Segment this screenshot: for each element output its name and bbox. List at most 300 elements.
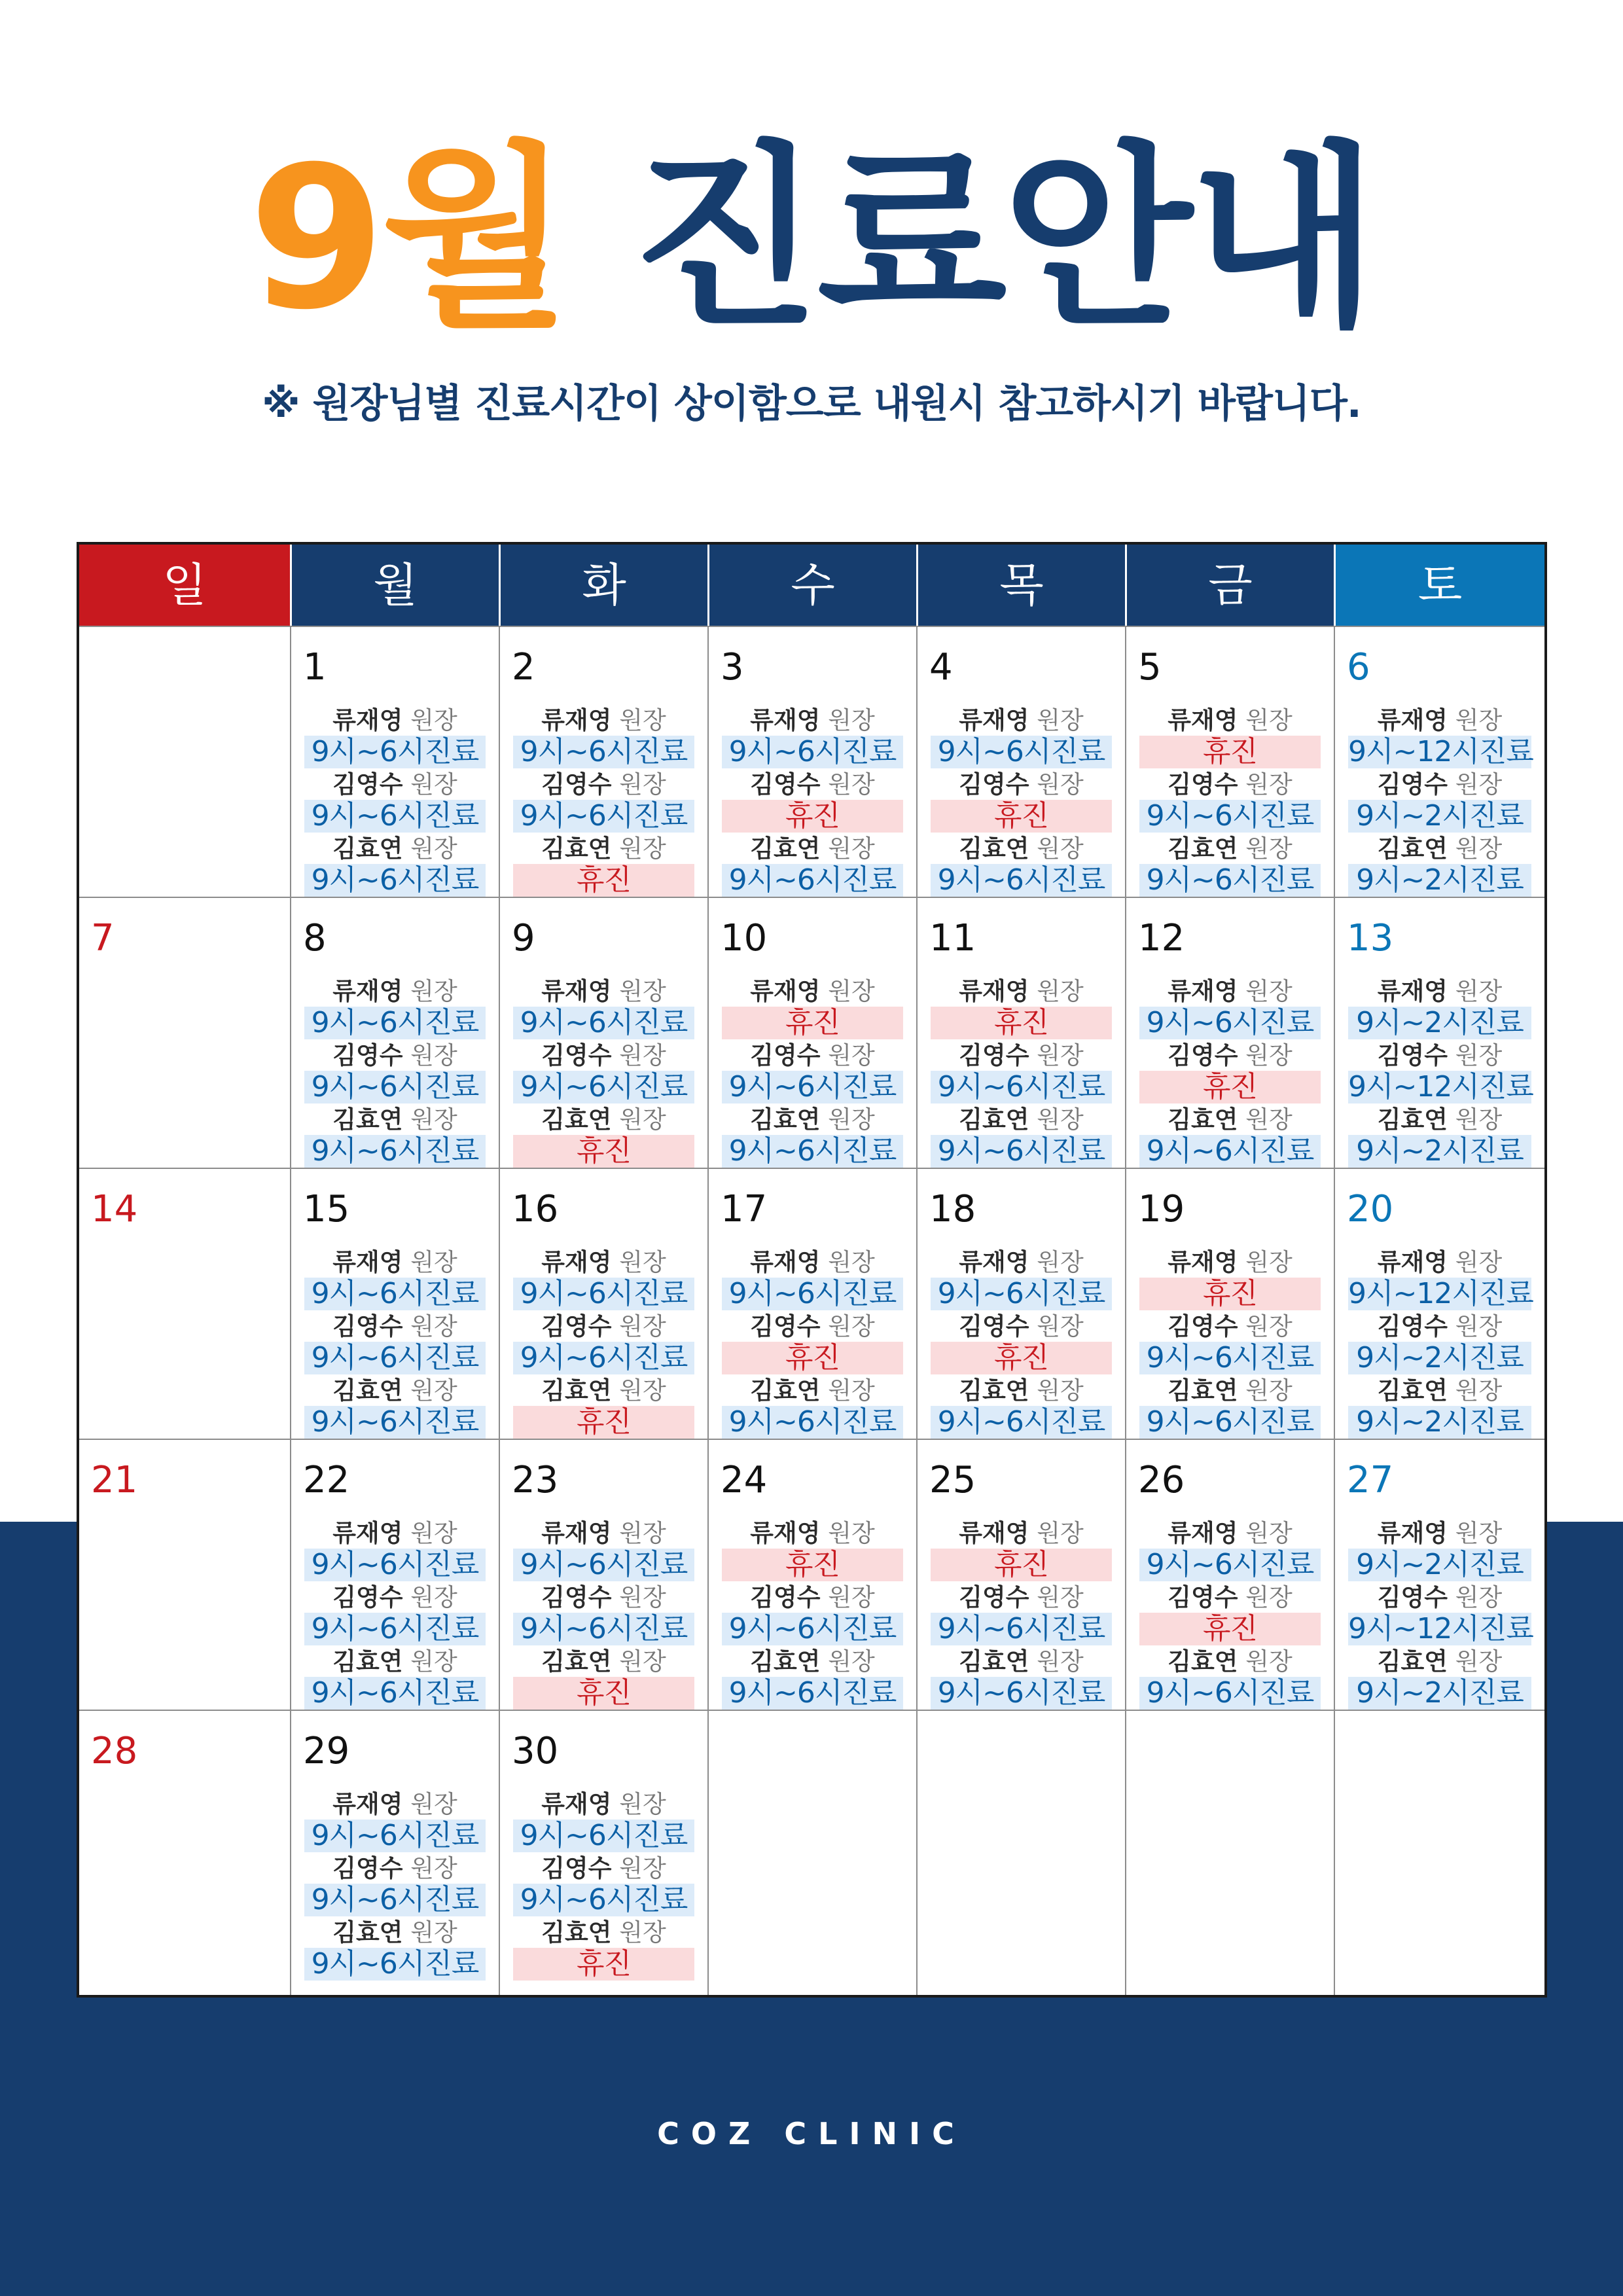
doctor-schedule-item	[1139, 1312, 1321, 1374]
doctor-role: 원장	[619, 1105, 666, 1134]
doctor-name: 김효연	[750, 834, 821, 863]
day-cell	[499, 1711, 707, 1995]
day-cell	[916, 1440, 1125, 1710]
doctor-schedule-item	[1139, 1376, 1321, 1439]
day-number: 2	[512, 646, 535, 689]
day-cell	[290, 1711, 499, 1995]
day-number: 28	[91, 1730, 138, 1772]
doctor-label	[304, 706, 486, 736]
title-month: 9월	[248, 124, 567, 353]
hours-badge: 9시~6시진료	[722, 1677, 903, 1710]
doctor-role: 원장	[410, 1248, 457, 1276]
hours-badge: 9시~6시진료	[1139, 1342, 1321, 1374]
doctor-role: 원장	[1245, 834, 1293, 863]
doctor-role: 원장	[1037, 1312, 1084, 1340]
doctor-label	[304, 1918, 486, 1948]
day-cell	[290, 1169, 499, 1439]
doctor-name: 김효연	[750, 1647, 821, 1676]
doctor-name: 류재영	[959, 1519, 1029, 1547]
clinic-footer-name: COZ CLINIC	[657, 2116, 966, 2151]
doctor-name: 김영수	[959, 1041, 1029, 1069]
day-cell	[79, 1169, 290, 1439]
day-cell	[916, 627, 1125, 897]
doctor-label	[722, 1647, 903, 1677]
doctor-role: 원장	[1037, 834, 1084, 863]
doctor-role: 원장	[1037, 1583, 1084, 1611]
doctor-schedule-item	[1348, 977, 1531, 1039]
title-main: 진료안내	[631, 124, 1375, 353]
doctor-role: 원장	[1037, 1248, 1084, 1276]
doctor-name: 김영수	[1377, 1041, 1448, 1069]
week-row	[79, 1168, 1544, 1439]
doctor-role: 원장	[619, 1041, 666, 1069]
hours-badge: 9시~6시진료	[304, 736, 486, 768]
doctor-name: 류재영	[1168, 1248, 1238, 1276]
doctor-label	[1139, 1583, 1321, 1613]
doctor-role: 원장	[1455, 1105, 1503, 1134]
doctor-schedule-list	[304, 706, 486, 898]
doctor-name: 김효연	[541, 1376, 612, 1405]
doctor-label	[513, 1854, 694, 1884]
day-cell	[290, 1440, 499, 1710]
day-number: 4	[929, 646, 953, 689]
doctor-name: 김효연	[1377, 1376, 1448, 1405]
doctor-label	[513, 770, 694, 800]
doctor-role: 원장	[1455, 770, 1503, 798]
doctor-schedule-item	[513, 1583, 694, 1645]
doctor-schedule-list	[722, 706, 903, 898]
doctor-label	[1348, 1647, 1531, 1677]
doctor-schedule-list	[304, 977, 486, 1169]
hours-badge: 9시~6시진료	[304, 1135, 486, 1168]
hours-badge: 9시~6시진료	[513, 1549, 694, 1581]
doctor-name: 김효연	[959, 834, 1029, 863]
doctor-label	[1139, 1247, 1321, 1278]
doctor-schedule-item	[722, 1647, 903, 1710]
doctor-schedule-item	[722, 1105, 903, 1168]
doctor-label	[1348, 834, 1531, 864]
doctor-name: 류재영	[959, 1248, 1029, 1276]
doctor-label	[513, 977, 694, 1007]
doctor-label	[1139, 1312, 1321, 1342]
closed-badge: 휴진	[513, 1406, 694, 1439]
day-number: 29	[303, 1730, 350, 1772]
doctor-name: 김효연	[541, 1918, 612, 1946]
hours-badge: 9시~6시진료	[513, 1884, 694, 1916]
doctor-schedule-item	[513, 1247, 694, 1310]
calendar-grid	[79, 626, 1544, 1995]
doctor-role: 원장	[828, 770, 875, 798]
day-number: 5	[1138, 646, 1162, 689]
doctor-label	[304, 1583, 486, 1613]
doctor-schedule-item	[931, 1312, 1112, 1374]
hours-badge: 9시~6시진료	[722, 1613, 903, 1645]
day-cell	[290, 898, 499, 1168]
doctor-name: 김효연	[1168, 1376, 1238, 1405]
hours-badge: 9시~6시진료	[513, 1342, 694, 1374]
hours-badge: 9시~6시진료	[1139, 1135, 1321, 1168]
doctor-schedule-item	[1348, 770, 1531, 833]
doctor-schedule-list	[722, 1518, 903, 1711]
hours-badge: 9시~2시진료	[1348, 800, 1531, 833]
day-number: 10	[721, 917, 768, 960]
doctor-name: 김영수	[1377, 1312, 1448, 1340]
doctor-schedule-item	[513, 1854, 694, 1916]
doctor-label	[513, 1105, 694, 1135]
doctor-schedule-item	[1139, 1041, 1321, 1103]
doctor-schedule-item	[931, 1041, 1112, 1103]
doctor-schedule-item	[1348, 1518, 1531, 1581]
doctor-label	[513, 1918, 694, 1948]
doctor-role: 원장	[410, 1519, 457, 1547]
doctor-schedule-item	[931, 1105, 1112, 1168]
doctor-schedule-item	[513, 1918, 694, 1981]
doctor-label	[931, 1647, 1112, 1677]
doctor-label	[1139, 977, 1321, 1007]
doctor-name: 류재영	[332, 1790, 403, 1818]
doctor-label	[513, 1583, 694, 1613]
hours-badge: 9시~6시진료	[931, 1613, 1112, 1645]
doctor-schedule-item	[722, 770, 903, 833]
doctor-schedule-list	[1348, 1518, 1531, 1711]
doctor-name: 류재영	[332, 977, 403, 1005]
hours-badge: 9시~2시진료	[1348, 864, 1531, 897]
doctor-label	[304, 1789, 486, 1820]
hours-badge: 9시~6시진료	[304, 1677, 486, 1710]
doctor-role: 원장	[1037, 1376, 1084, 1405]
doctor-label	[1139, 1105, 1321, 1135]
closed-badge: 휴진	[513, 1677, 694, 1710]
doctor-schedule-item	[722, 977, 903, 1039]
doctor-schedule-item	[1139, 1583, 1321, 1645]
doctor-label	[931, 1376, 1112, 1406]
doctor-schedule-item	[722, 1247, 903, 1310]
hours-badge: 9시~6시진료	[1139, 1007, 1321, 1039]
doctor-role: 원장	[1455, 1376, 1503, 1405]
day-number: 6	[1347, 646, 1370, 689]
doctor-schedule-item	[1348, 834, 1531, 897]
doctor-role: 원장	[828, 1105, 875, 1134]
doctor-label	[1139, 1647, 1321, 1677]
doctor-name: 류재영	[750, 706, 821, 734]
doctor-label	[304, 1647, 486, 1677]
closed-badge: 휴진	[722, 1342, 903, 1374]
doctor-schedule-item	[513, 1647, 694, 1710]
doctor-role: 원장	[619, 1376, 666, 1405]
closed-badge: 휴진	[1139, 736, 1321, 768]
doctor-name: 김효연	[1168, 834, 1238, 863]
hours-badge: 9시~12시진료	[1348, 1612, 1533, 1645]
doctor-schedule-list	[931, 1247, 1112, 1440]
hours-badge: 9시~12시진료	[1348, 735, 1533, 768]
doctor-role: 원장	[828, 1312, 875, 1340]
hours-badge: 9시~2시진료	[1348, 1677, 1531, 1710]
hours-badge: 9시~6시진료	[304, 1613, 486, 1645]
hours-badge: 9시~6시진료	[304, 1948, 486, 1981]
doctor-schedule-item	[513, 1041, 694, 1103]
day-cell	[916, 898, 1125, 1168]
doctor-name: 김효연	[541, 1647, 612, 1676]
doctor-role: 원장	[1245, 770, 1293, 798]
doctor-label	[722, 1105, 903, 1135]
doctor-label	[1139, 1518, 1321, 1549]
doctor-name: 김영수	[750, 1041, 821, 1069]
doctor-role: 원장	[828, 1041, 875, 1069]
doctor-label	[304, 1041, 486, 1071]
day-number: 9	[512, 917, 535, 960]
doctor-role: 원장	[1455, 834, 1503, 863]
hours-badge: 9시~6시진료	[513, 1820, 694, 1852]
doctor-role: 원장	[1455, 1041, 1503, 1069]
doctor-role: 원장	[1245, 1647, 1293, 1676]
hours-badge: 9시~2시진료	[1348, 1342, 1531, 1374]
doctor-label	[931, 770, 1112, 800]
doctor-schedule-item	[304, 1789, 486, 1852]
doctor-label	[722, 1376, 903, 1406]
doctor-schedule-item	[722, 1041, 903, 1103]
doctor-role: 원장	[619, 1312, 666, 1340]
doctor-name: 김영수	[332, 1312, 403, 1340]
doctor-schedule-list	[931, 1518, 1112, 1711]
doctor-name: 김영수	[541, 1312, 612, 1340]
weekday-header-6: 토	[1334, 545, 1544, 626]
doctor-role: 원장	[410, 1312, 457, 1340]
day-cell	[499, 1169, 707, 1439]
weekday-header-1: 월	[290, 545, 499, 626]
doctor-schedule-list	[513, 706, 694, 898]
day-cell	[499, 898, 707, 1168]
doctor-role: 원장	[410, 1105, 457, 1134]
day-cell	[707, 1711, 916, 1995]
doctor-role: 원장	[1037, 1647, 1084, 1676]
doctor-role: 원장	[1037, 1041, 1084, 1069]
doctor-role: 원장	[410, 1583, 457, 1611]
doctor-schedule-item	[722, 1583, 903, 1645]
doctor-role: 원장	[1037, 1105, 1084, 1134]
doctor-schedule-item	[931, 1647, 1112, 1710]
doctor-label	[1348, 1583, 1531, 1613]
doctor-schedule-list	[1348, 977, 1531, 1169]
doctor-label	[304, 770, 486, 800]
doctor-label	[304, 1105, 486, 1135]
doctor-role: 원장	[1455, 1519, 1503, 1547]
day-cell	[1334, 1169, 1544, 1439]
closed-badge: 휴진	[931, 1549, 1112, 1581]
hours-badge: 9시~12시진료	[1348, 1070, 1533, 1103]
doctor-label	[722, 1518, 903, 1549]
doctor-label	[1348, 1312, 1531, 1342]
doctor-name: 김효연	[1168, 1105, 1238, 1134]
doctor-role: 원장	[410, 1918, 457, 1946]
doctor-role: 원장	[1245, 706, 1293, 734]
day-number: 23	[512, 1459, 559, 1501]
doctor-name: 김영수	[959, 770, 1029, 798]
doctor-name: 김효연	[959, 1105, 1029, 1134]
doctor-schedule-item	[931, 834, 1112, 897]
doctor-schedule-item	[1348, 1583, 1531, 1645]
doctor-schedule-item	[304, 1312, 486, 1374]
doctor-schedule-item	[513, 1376, 694, 1439]
doctor-name: 류재영	[750, 1248, 821, 1276]
doctor-label	[722, 1247, 903, 1278]
day-number: 14	[91, 1188, 138, 1230]
day-number: 21	[91, 1459, 138, 1501]
hours-badge: 9시~2시진료	[1348, 1549, 1531, 1581]
doctor-schedule-item	[722, 1376, 903, 1439]
day-number: 8	[303, 917, 327, 960]
doctor-schedule-list	[1139, 1247, 1321, 1440]
doctor-name: 김영수	[332, 1041, 403, 1069]
day-number: 24	[721, 1459, 768, 1501]
doctor-label	[513, 1376, 694, 1406]
doctor-schedule-item	[304, 770, 486, 833]
doctor-name: 류재영	[1168, 706, 1238, 734]
doctor-role: 원장	[1245, 1105, 1293, 1134]
hours-badge: 9시~6시진료	[304, 1278, 486, 1310]
hours-badge: 9시~6시진료	[931, 1278, 1112, 1310]
doctor-name: 김영수	[541, 770, 612, 798]
day-cell	[707, 1440, 916, 1710]
doctor-role: 원장	[410, 706, 457, 734]
doctor-schedule-item	[513, 977, 694, 1039]
doctor-role: 원장	[1037, 977, 1084, 1005]
week-row	[79, 1710, 1544, 1995]
doctor-name: 류재영	[1168, 977, 1238, 1005]
doctor-name: 김효연	[332, 834, 403, 863]
doctor-role: 원장	[1455, 977, 1503, 1005]
doctor-name: 김효연	[1377, 1105, 1448, 1134]
doctor-label	[1139, 834, 1321, 864]
doctor-schedule-item	[1139, 834, 1321, 897]
hours-badge: 9시~6시진료	[513, 736, 694, 768]
day-cell	[1125, 1440, 1334, 1710]
doctor-name: 김효연	[750, 1376, 821, 1405]
doctor-schedule-item	[304, 1918, 486, 1981]
doctor-schedule-item	[513, 706, 694, 768]
doctor-role: 원장	[1037, 770, 1084, 798]
doctor-schedule-list	[304, 1789, 486, 1982]
doctor-schedule-item	[1348, 1105, 1531, 1168]
hours-badge: 9시~6시진료	[1139, 800, 1321, 833]
doctor-role: 원장	[828, 1583, 875, 1611]
doctor-name: 김효연	[959, 1647, 1029, 1676]
day-number: 11	[929, 917, 976, 960]
doctor-schedule-list	[513, 1789, 694, 1982]
doctor-role: 원장	[619, 834, 666, 863]
doctor-role: 원장	[1455, 1583, 1503, 1611]
hours-badge: 9시~6시진료	[304, 1820, 486, 1852]
doctor-name: 류재영	[1377, 977, 1448, 1005]
doctor-label	[722, 1041, 903, 1071]
doctor-schedule-list	[1348, 1247, 1531, 1440]
hours-badge: 9시~12시진료	[1348, 1277, 1533, 1310]
doctor-schedule-item	[722, 1518, 903, 1581]
doctor-role: 원장	[1245, 1376, 1293, 1405]
doctor-schedule-item	[1139, 1247, 1321, 1310]
hours-badge: 9시~6시진료	[304, 1884, 486, 1916]
closed-badge: 휴진	[722, 1007, 903, 1039]
doctor-role: 원장	[619, 1647, 666, 1676]
doctor-schedule-list	[722, 977, 903, 1169]
schedule-calendar	[77, 542, 1547, 1998]
doctor-label	[304, 1312, 486, 1342]
doctor-schedule-list	[513, 1518, 694, 1711]
doctor-schedule-item	[1139, 1518, 1321, 1581]
doctor-schedule-item	[1348, 1041, 1531, 1103]
doctor-name: 김효연	[541, 1105, 612, 1134]
doctor-schedule-list	[1348, 706, 1531, 898]
doctor-label	[722, 706, 903, 736]
doctor-name: 류재영	[750, 1519, 821, 1547]
doctor-schedule-list	[931, 977, 1112, 1169]
doctor-name: 김영수	[541, 1854, 612, 1882]
doctor-name: 김효연	[1168, 1647, 1238, 1676]
doctor-label	[513, 1041, 694, 1071]
doctor-name: 김영수	[1377, 1583, 1448, 1611]
hours-badge: 9시~6시진료	[722, 1406, 903, 1439]
doctor-label	[1139, 1376, 1321, 1406]
doctor-role: 원장	[1037, 1519, 1084, 1547]
doctor-label	[1139, 706, 1321, 736]
doctor-label	[513, 706, 694, 736]
day-cell	[1334, 1711, 1544, 1995]
doctor-label	[931, 1105, 1112, 1135]
week-row	[79, 897, 1544, 1168]
doctor-role: 원장	[828, 977, 875, 1005]
doctor-role: 원장	[619, 770, 666, 798]
doctor-schedule-item	[1139, 770, 1321, 833]
doctor-schedule-item	[304, 834, 486, 897]
hours-badge: 9시~6시진료	[722, 1278, 903, 1310]
weekday-header-3: 수	[707, 545, 916, 626]
doctor-role: 원장	[410, 1854, 457, 1882]
doctor-name: 류재영	[541, 706, 612, 734]
doctor-name: 김효연	[1377, 1647, 1448, 1676]
doctor-name: 김효연	[332, 1647, 403, 1676]
hours-badge: 9시~6시진료	[1139, 864, 1321, 897]
doctor-schedule-item	[1139, 977, 1321, 1039]
doctor-role: 원장	[410, 1041, 457, 1069]
day-cell	[1125, 898, 1334, 1168]
doctor-label	[1348, 1376, 1531, 1406]
doctor-role: 원장	[1245, 977, 1293, 1005]
doctor-label	[304, 977, 486, 1007]
doctor-schedule-item	[304, 706, 486, 768]
doctor-label	[304, 1247, 486, 1278]
doctor-label	[513, 1789, 694, 1820]
doctor-name: 김영수	[541, 1583, 612, 1611]
day-cell	[1125, 627, 1334, 897]
doctor-role: 원장	[1245, 1583, 1293, 1611]
doctor-role: 원장	[410, 1376, 457, 1405]
day-number: 26	[1138, 1459, 1185, 1501]
doctor-label	[722, 977, 903, 1007]
hours-badge: 9시~2시진료	[1348, 1406, 1531, 1439]
hours-badge: 9시~6시진료	[931, 864, 1112, 897]
hours-badge: 9시~6시진료	[931, 736, 1112, 768]
doctor-role: 원장	[410, 977, 457, 1005]
doctor-role: 원장	[1245, 1312, 1293, 1340]
doctor-name: 김영수	[1377, 770, 1448, 798]
doctor-schedule-list	[1139, 706, 1321, 898]
doctor-schedule-item	[931, 1376, 1112, 1439]
closed-badge: 휴진	[931, 1007, 1112, 1039]
day-number: 18	[929, 1188, 976, 1230]
doctor-name: 류재영	[332, 1519, 403, 1547]
weekday-header-2: 화	[499, 545, 707, 626]
day-cell	[79, 1440, 290, 1710]
doctor-schedule-list	[1139, 977, 1321, 1169]
